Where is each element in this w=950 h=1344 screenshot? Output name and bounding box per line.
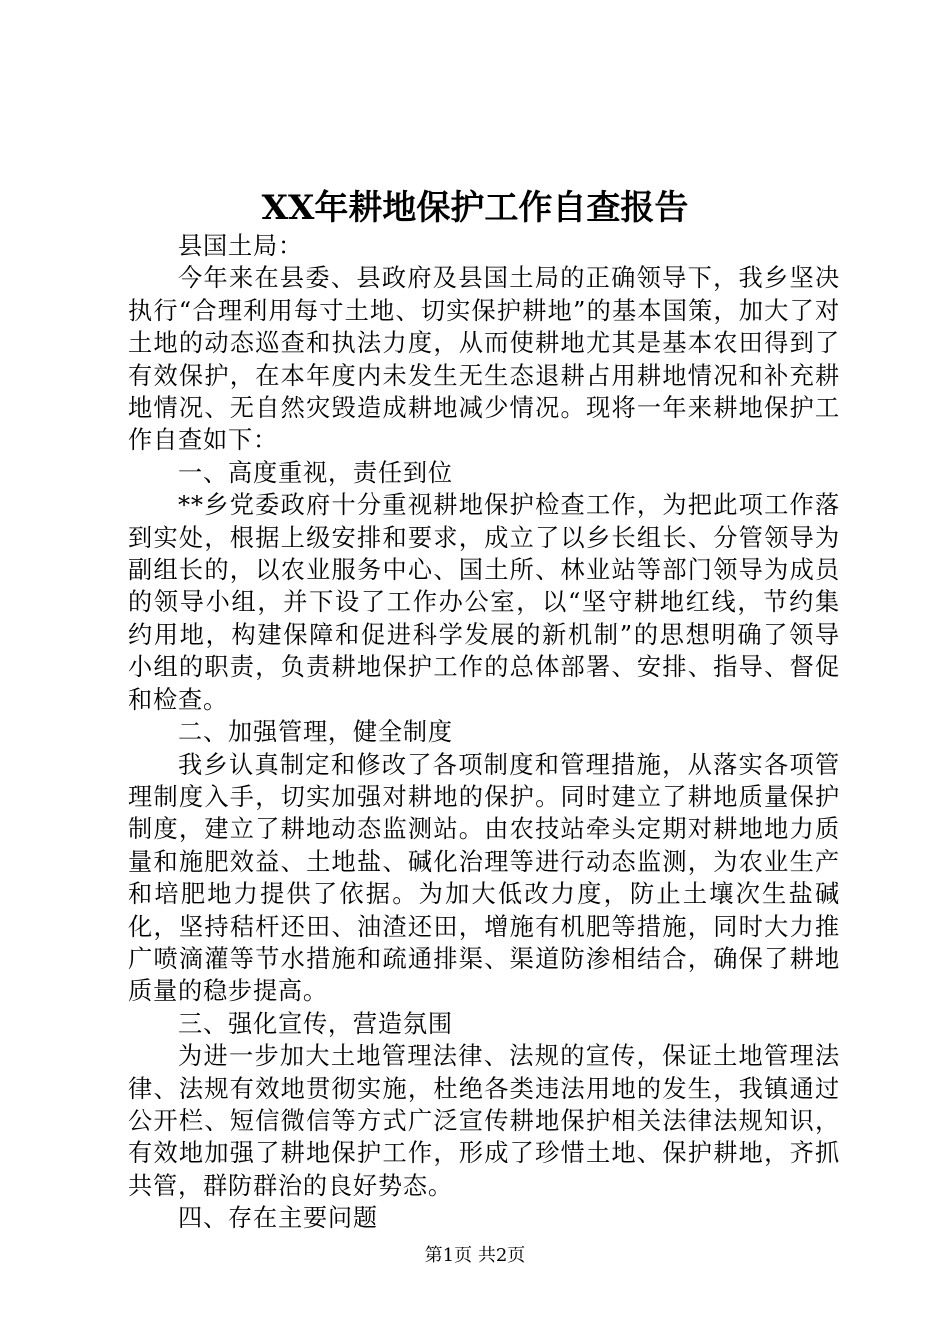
paragraph-section-3: 为进一步加大土地管理法律、法规的宣传，保证土地管理法律、法规有效地贯彻实施，杜绝各类违法用地的发生，我镇通过公开栏、短信微信等方式广泛宣传耕地保护相关法律法规知识，有效地加强了耕地保护工作，形成了珍惜土地、保护耕地，齐抓共管，群防群治的良好势态。 <box>128 1042 840 1200</box>
section-heading-4: 四、存在主要问题 <box>178 1204 378 1233</box>
document-body <box>128 230 840 1235</box>
salutation: 县国土局： <box>178 232 303 260</box>
section-heading-2: 二、加强管理，健全制度 <box>178 718 453 747</box>
paragraph-intro: 今年来在县委、县政府及县国土局的正确领导下，我乡坚决执行“合理利用每寸土地、切实保护耕地”的基本国策，加大了对土地的动态巡查和执法力度，从而使耕地尤其是基本农田得到了有效保护，在本年度内未发生无生态退耕占用耕地情况和补充耕地情况、无自然灾毁造成耕地减少情况。现将一年来耕地保护工作自查如下： <box>128 264 840 455</box>
section-heading-3: 三、强化宣传，营造氛围 <box>178 1009 453 1038</box>
section-heading-1: 一、高度重视，责任到位 <box>178 458 453 487</box>
page-number-footer: 第1页 共2页 <box>424 1245 526 1266</box>
paragraph-section-1: **乡党委政府十分重视耕地保护检查工作，为把此项工作落到实处，根据上级安排和要求，成立了以乡长组长、分管领导为副组长的，以农业服务中心、国土所、林业站等部门领导为成员的领导小组，并下设了工作办公室，以“坚守耕地红线，节约集约用地，构建保障和促进科学发展的新机制”的思想明确了领导小组的职责，负责耕地保护工作的总体部署、安排、指导、督促和检查。 <box>128 491 840 714</box>
paragraph-section-2: 我乡认真制定和修改了各项制度和管理措施，从落实各项管理制度入手，切实加强对耕地的保护。同时建立了耕地质量保护制度，建立了耕地动态监测站。由农技站牵头定期对耕地地力质量和施肥效益、土地盐、碱化治理等进行动态监测，为农业生产和培肥地力提供了依据。为加大低改力度，防止土壤次生盐碱化，坚持秸杆还田、油渣还田，增施有机肥等措施，同时大力推广喷滴灌等节水措施和疏通排渠、渠道防渗相结合，确保了耕地质量的稳步提高。 <box>128 750 840 1006</box>
document-title: XX年耕地保护工作自查报告 <box>261 188 689 228</box>
